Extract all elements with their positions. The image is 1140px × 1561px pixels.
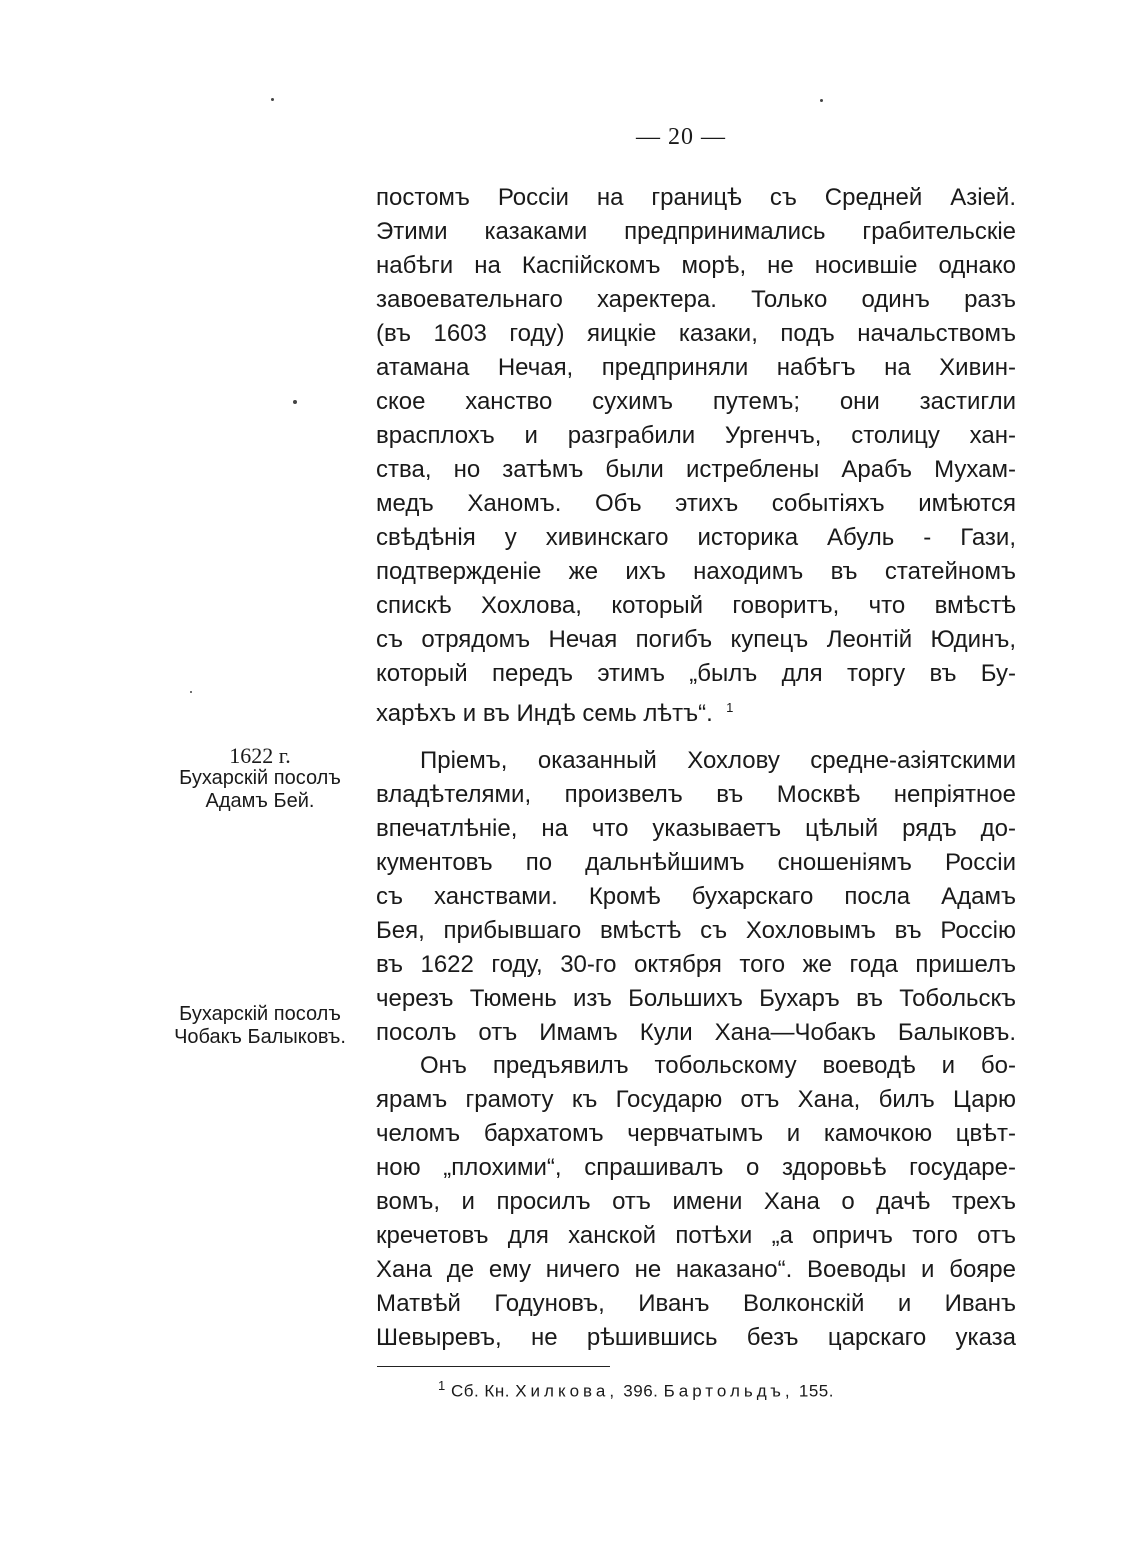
- footnote-divider: [377, 1366, 610, 1367]
- footnote-page: 155.: [798, 1381, 834, 1401]
- text-line-last: [376, 691, 1016, 725]
- margin-note-line: Чобакъ Балыковъ.: [174, 1026, 346, 1048]
- footnote-source: Сб. Кн.: [450, 1381, 510, 1401]
- footnote-page: 396.: [623, 1381, 659, 1401]
- text-line: ства, но затѣмъ были истреблены Арабъ Мухам-: [376, 456, 1016, 483]
- footnote-marker: 1: [438, 1378, 446, 1393]
- text-line: Шевыревъ, не рѣшившись безъ царскаго указа: [376, 1324, 1016, 1351]
- paragraph-1: [376, 181, 1016, 725]
- text-line: атамана Нечая, предприняли набѣгъ на Хивин-: [376, 354, 1016, 381]
- text-line: челомъ бархатомъ червчатымъ и камочкою цвѣт-: [376, 1120, 1016, 1147]
- text-line: впечатлѣніе, на что указываетъ цѣлый рядъ до-: [376, 815, 1016, 842]
- text-line-content: харѣхъ и въ Индѣ семь лѣтъ“.: [376, 700, 713, 725]
- text-line: Онъ предъявилъ тобольскому воеводѣ и бо-: [420, 1052, 1016, 1079]
- margin-note-line: Бухарскій посолъ: [179, 767, 341, 789]
- margin-note-year: 1622 г.: [229, 743, 291, 768]
- margin-note-chobak-balykov: [152, 1003, 368, 1049]
- text-line: (въ 1603 году) яицкіе казаки, подъ начальствомъ: [376, 320, 1016, 347]
- text-line: спискѣ Хохлова, который говоритъ, что вмѣстѣ: [376, 592, 1016, 619]
- text-line: Бея, прибывшаго вмѣстѣ съ Хохловымъ въ Россію: [376, 917, 1016, 944]
- text-line: завоевательнаго харектера. Только одинъ разъ: [376, 286, 1016, 313]
- text-line: который передъ этимъ „былъ для торгу въ Бу-: [376, 660, 1016, 687]
- text-line: Хана де ему ничего не наказано“. Воеводы и бояре: [376, 1256, 1016, 1283]
- text-line: Этими казаками предпринимались грабительскіе: [376, 218, 1016, 245]
- scan-speck: [293, 400, 297, 404]
- footnote: [438, 1378, 834, 1402]
- text-line: ярамъ грамоту къ Государю отъ Хана, билъ Царю: [376, 1086, 1016, 1113]
- footnote-reference: 1: [726, 700, 734, 715]
- paragraph-3: [376, 1049, 1016, 1355]
- text-line: кречетовъ для ханской потѣхи „а опричъ того отъ: [376, 1222, 1016, 1249]
- paragraph-2: [376, 744, 1016, 1050]
- text-line: врасплохъ и разграбили Ургенчъ, столицу хан-: [376, 422, 1016, 449]
- margin-note-line: Бухарскій посолъ: [179, 1003, 341, 1025]
- scan-speck: [190, 691, 192, 693]
- page-number: — 20 —: [636, 124, 726, 150]
- margin-note-line: Адамъ Бей.: [205, 790, 315, 812]
- text-line: Матвѣй Годуновъ, Иванъ Волконскій и Иванъ: [376, 1290, 1016, 1317]
- footnote-author: Хилкова,: [515, 1381, 619, 1401]
- text-line: въ 1622 году, 30-го октября того же года пришелъ: [376, 951, 1016, 978]
- text-line: постомъ Россіи на границѣ съ Средней Азіей.: [376, 184, 1016, 211]
- text-line: подтвержденіе же ихъ находимъ въ статейномъ: [376, 558, 1016, 585]
- text-line: набѣги на Каспійскомъ морѣ, не носившіе однако: [376, 252, 1016, 279]
- text-line: кументовъ по дальнѣйшимъ сношеніямъ Россіи: [376, 849, 1016, 876]
- text-line: посолъ отъ Имамъ Кули Хана—Чобакъ Балыковъ.: [376, 1019, 1016, 1046]
- scan-speck: [271, 98, 274, 101]
- scan-speck: [820, 99, 823, 102]
- footnote-author: Бартольдъ,: [663, 1381, 794, 1401]
- text-line: вомъ, и просилъ отъ имени Хана о дачѣ трехъ: [376, 1188, 1016, 1215]
- text-line: черезъ Тюмень изъ Большихъ Бухаръ въ Тобольскъ: [376, 985, 1016, 1012]
- text-line: свѣдѣнія у хивинскаго историка Абуль - Гази,: [376, 524, 1016, 551]
- margin-note-adam-bey: [152, 744, 368, 813]
- text-line: владѣтелями, произвелъ въ Москвѣ непріятное: [376, 781, 1016, 808]
- text-line: ское ханство сухимъ путемъ; они застигли: [376, 388, 1016, 415]
- text-line: съ отрядомъ Нечая погибъ купецъ Леонтій Юдинъ,: [376, 626, 1016, 653]
- text-line: ною „плохими“, спрашивалъ о здоровьѣ государе-: [376, 1154, 1016, 1181]
- text-line: съ ханствами. Кромѣ бухарскаго посла Адамъ: [376, 883, 1016, 910]
- text-line: Пріемъ, оказанный Хохлову средне-азіятскими: [420, 747, 1016, 774]
- text-line: медъ Ханомъ. Объ этихъ событіяхъ имѣются: [376, 490, 1016, 517]
